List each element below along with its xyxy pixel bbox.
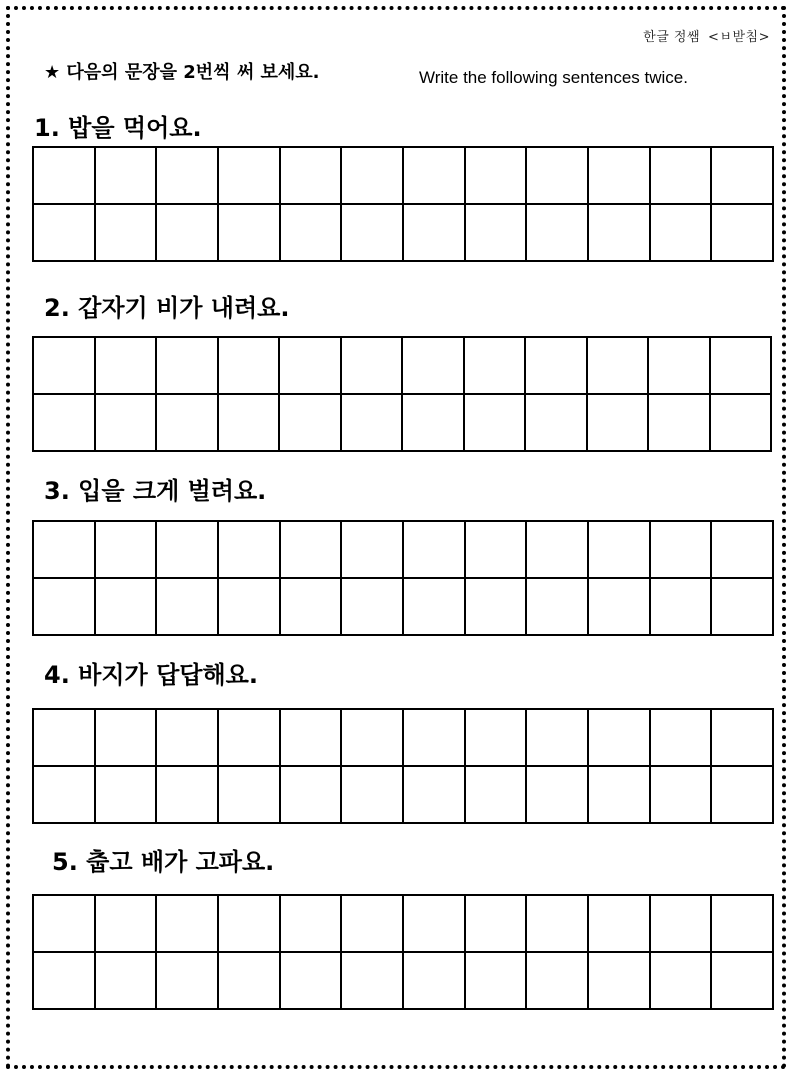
grid-cell[interactable] bbox=[465, 147, 527, 204]
grid-cell[interactable] bbox=[33, 394, 95, 451]
grid-cell[interactable] bbox=[526, 766, 588, 823]
grid-cell[interactable] bbox=[650, 521, 712, 578]
grid-row bbox=[33, 952, 773, 1009]
grid-cell[interactable] bbox=[464, 394, 526, 451]
grid-cell[interactable] bbox=[341, 952, 403, 1009]
grid-cell[interactable] bbox=[403, 709, 465, 766]
grid-cell[interactable] bbox=[341, 766, 403, 823]
grid-cell[interactable] bbox=[95, 147, 157, 204]
grid-cell[interactable] bbox=[650, 766, 712, 823]
grid-cell[interactable] bbox=[33, 147, 95, 204]
grid-cell[interactable] bbox=[280, 895, 342, 952]
grid-cell[interactable] bbox=[402, 394, 464, 451]
grid-cell[interactable] bbox=[95, 952, 157, 1009]
header-subtitle: <ㅂ받침> bbox=[708, 30, 770, 45]
grid-cell[interactable] bbox=[465, 895, 527, 952]
grid-cell[interactable] bbox=[280, 952, 342, 1009]
grid-cell[interactable] bbox=[95, 895, 157, 952]
header-title: 한글 정쌤 bbox=[643, 30, 701, 45]
grid-cell[interactable] bbox=[33, 766, 95, 823]
grid-cell[interactable] bbox=[711, 709, 773, 766]
grid-cell[interactable] bbox=[403, 766, 465, 823]
grid-cell[interactable] bbox=[465, 521, 527, 578]
grid-cell[interactable] bbox=[218, 337, 280, 394]
grid-cell[interactable] bbox=[403, 578, 465, 635]
grid-cell[interactable] bbox=[526, 895, 588, 952]
grid-cell[interactable] bbox=[280, 204, 342, 261]
grid-cell[interactable] bbox=[218, 204, 280, 261]
grid-cell[interactable] bbox=[156, 394, 218, 451]
grid-cell[interactable] bbox=[95, 204, 157, 261]
grid-cell[interactable] bbox=[650, 147, 712, 204]
grid-cell[interactable] bbox=[587, 337, 649, 394]
grid-cell[interactable] bbox=[711, 952, 773, 1009]
grid-cell[interactable] bbox=[95, 394, 157, 451]
grid-cell[interactable] bbox=[588, 521, 650, 578]
grid-cell[interactable] bbox=[33, 521, 95, 578]
grid-cell[interactable] bbox=[650, 895, 712, 952]
grid-cell[interactable] bbox=[465, 204, 527, 261]
grid-cell[interactable] bbox=[465, 766, 527, 823]
grid-cell[interactable] bbox=[156, 766, 218, 823]
grid-cell[interactable] bbox=[465, 709, 527, 766]
sentence-1-label: 1. 밥을 먹어요. bbox=[34, 114, 202, 142]
grid-cell[interactable] bbox=[403, 895, 465, 952]
grid-cell[interactable] bbox=[464, 337, 526, 394]
grid-cell[interactable] bbox=[156, 147, 218, 204]
sentence-3-label: 3. 입을 크게 벌려요. bbox=[44, 477, 267, 505]
grid-cell[interactable] bbox=[156, 709, 218, 766]
grid-cell[interactable] bbox=[465, 578, 527, 635]
grid-cell[interactable] bbox=[280, 709, 342, 766]
grid-cell[interactable] bbox=[588, 766, 650, 823]
grid-cell[interactable] bbox=[156, 337, 218, 394]
grid-cell[interactable] bbox=[156, 578, 218, 635]
grid-cell[interactable] bbox=[95, 709, 157, 766]
grid-row bbox=[33, 204, 773, 261]
grid-cell[interactable] bbox=[588, 204, 650, 261]
grid-cell[interactable] bbox=[711, 766, 773, 823]
grid-cell[interactable] bbox=[341, 204, 403, 261]
grid-cell[interactable] bbox=[218, 521, 280, 578]
writing-grid-2[interactable] bbox=[32, 336, 772, 452]
grid-cell[interactable] bbox=[525, 394, 587, 451]
grid-cell[interactable] bbox=[403, 521, 465, 578]
grid-cell[interactable] bbox=[648, 394, 710, 451]
grid-cell[interactable] bbox=[33, 204, 95, 261]
grid-cell[interactable] bbox=[587, 394, 649, 451]
grid-cell[interactable] bbox=[156, 204, 218, 261]
grid-cell[interactable] bbox=[588, 578, 650, 635]
grid-cell[interactable] bbox=[33, 895, 95, 952]
grid-cell[interactable] bbox=[218, 147, 280, 204]
grid-cell[interactable] bbox=[650, 709, 712, 766]
grid-cell[interactable] bbox=[218, 394, 280, 451]
grid-cell[interactable] bbox=[526, 952, 588, 1009]
grid-cell[interactable] bbox=[650, 578, 712, 635]
grid-row bbox=[33, 895, 773, 952]
grid-row bbox=[33, 766, 773, 823]
instructions-korean: ★ 다음의 문장을 2번씩 써 보세요. bbox=[44, 62, 320, 83]
grid-cell[interactable] bbox=[280, 578, 342, 635]
writing-grid-1[interactable] bbox=[32, 146, 774, 262]
grid-cell[interactable] bbox=[218, 952, 280, 1009]
grid-cell[interactable] bbox=[588, 952, 650, 1009]
grid-cell[interactable] bbox=[711, 521, 773, 578]
grid-cell[interactable] bbox=[95, 766, 157, 823]
grid-cell[interactable] bbox=[33, 578, 95, 635]
grid-cell[interactable] bbox=[95, 578, 157, 635]
sentence-2-label: 2. 갑자기 비가 내려요. bbox=[44, 294, 290, 322]
grid-cell[interactable] bbox=[402, 337, 464, 394]
grid-cell[interactable] bbox=[341, 521, 403, 578]
writing-grid-4[interactable] bbox=[32, 708, 774, 824]
grid-cell[interactable] bbox=[588, 147, 650, 204]
grid-cell[interactable] bbox=[156, 895, 218, 952]
grid-cell[interactable] bbox=[711, 895, 773, 952]
grid-row bbox=[33, 578, 773, 635]
worksheet-header bbox=[643, 26, 770, 45]
grid-cell[interactable] bbox=[465, 952, 527, 1009]
grid-row bbox=[33, 147, 773, 204]
grid-row bbox=[33, 337, 771, 394]
grid-cell[interactable] bbox=[525, 337, 587, 394]
grid-cell[interactable] bbox=[526, 578, 588, 635]
grid-cell[interactable] bbox=[218, 578, 280, 635]
grid-cell[interactable] bbox=[588, 709, 650, 766]
grid-cell[interactable] bbox=[156, 521, 218, 578]
grid-cell[interactable] bbox=[95, 337, 157, 394]
grid-cell[interactable] bbox=[588, 895, 650, 952]
sentence-4-label: 4. 바지가 답답해요. bbox=[44, 661, 258, 689]
grid-row bbox=[33, 709, 773, 766]
grid-cell[interactable] bbox=[341, 578, 403, 635]
grid-cell[interactable] bbox=[341, 337, 403, 394]
grid-cell[interactable] bbox=[710, 394, 772, 451]
grid-cell[interactable] bbox=[710, 337, 772, 394]
grid-cell[interactable] bbox=[403, 952, 465, 1009]
grid-cell[interactable] bbox=[403, 147, 465, 204]
instructions-english: Write the following sentences twice. bbox=[419, 68, 688, 87]
grid-cell[interactable] bbox=[279, 337, 341, 394]
grid-cell[interactable] bbox=[33, 709, 95, 766]
writing-grid-3[interactable] bbox=[32, 520, 774, 636]
grid-cell[interactable] bbox=[650, 204, 712, 261]
grid-row bbox=[33, 521, 773, 578]
grid-cell[interactable] bbox=[526, 204, 588, 261]
grid-cell[interactable] bbox=[280, 521, 342, 578]
grid-cell[interactable] bbox=[33, 337, 95, 394]
grid-cell[interactable] bbox=[218, 766, 280, 823]
grid-cell[interactable] bbox=[711, 578, 773, 635]
grid-cell[interactable] bbox=[711, 204, 773, 261]
grid-cell[interactable] bbox=[218, 709, 280, 766]
grid-cell[interactable] bbox=[526, 521, 588, 578]
grid-cell[interactable] bbox=[711, 147, 773, 204]
grid-cell[interactable] bbox=[526, 147, 588, 204]
grid-cell[interactable] bbox=[341, 895, 403, 952]
sentence-5-label: 5. 춥고 배가 고파요. bbox=[52, 848, 275, 876]
grid-cell[interactable] bbox=[341, 709, 403, 766]
grid-cell[interactable] bbox=[526, 709, 588, 766]
grid-row bbox=[33, 394, 771, 451]
grid-cell[interactable] bbox=[648, 337, 710, 394]
grid-cell[interactable] bbox=[279, 394, 341, 451]
grid-cell[interactable] bbox=[280, 147, 342, 204]
grid-cell[interactable] bbox=[95, 521, 157, 578]
grid-cell[interactable] bbox=[341, 394, 403, 451]
grid-cell[interactable] bbox=[280, 766, 342, 823]
grid-cell[interactable] bbox=[341, 147, 403, 204]
grid-cell[interactable] bbox=[218, 895, 280, 952]
grid-cell[interactable] bbox=[650, 952, 712, 1009]
grid-cell[interactable] bbox=[33, 952, 95, 1009]
grid-cell[interactable] bbox=[403, 204, 465, 261]
writing-grid-5[interactable] bbox=[32, 894, 774, 1010]
grid-cell[interactable] bbox=[156, 952, 218, 1009]
